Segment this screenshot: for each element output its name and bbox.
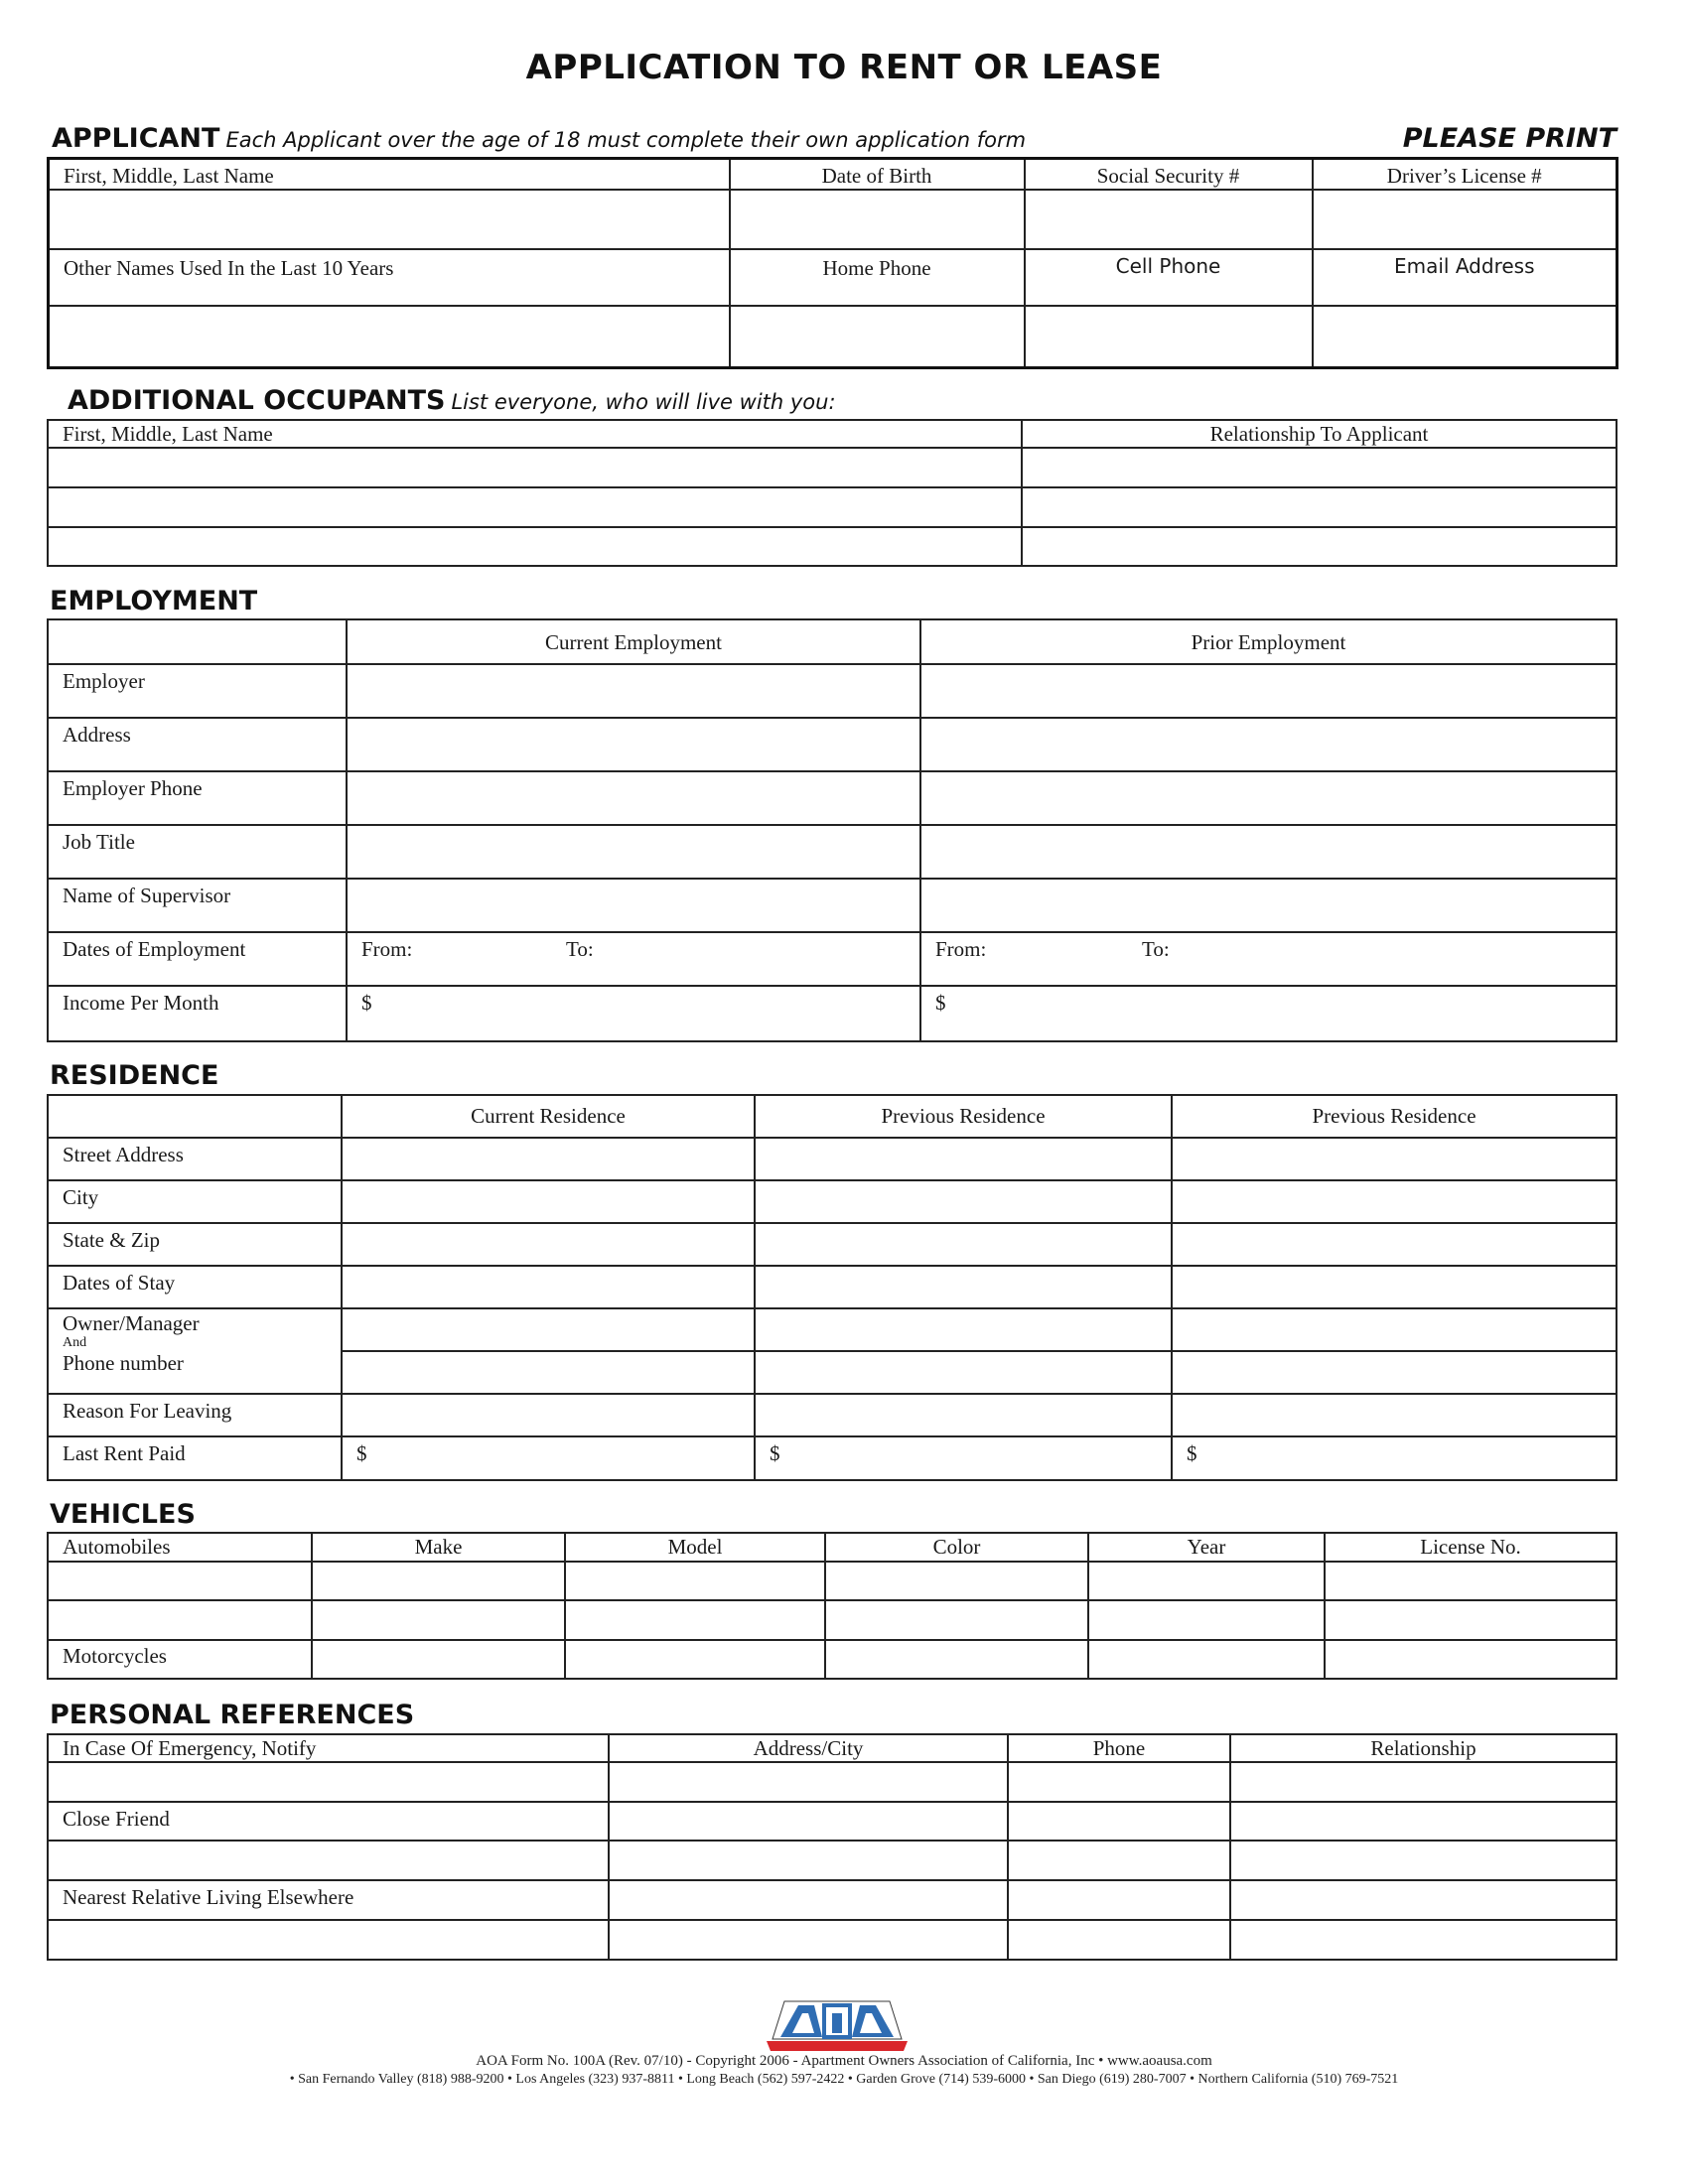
prior-income-field[interactable] xyxy=(920,986,1617,1041)
relative-address-field-2[interactable] xyxy=(609,1920,1008,1960)
employment-corner-cell xyxy=(48,619,347,664)
footer-copyright: AOA Form No. 100A (Rev. 07/10) - Copyright 2006 - Apartment Owners Association of California, Inc • www.aoausa.com xyxy=(476,2053,1212,2069)
prev2-owner-manager-field[interactable] xyxy=(1172,1308,1617,1351)
prev2-reason-field[interactable] xyxy=(1172,1394,1617,1436)
current-city-field[interactable] xyxy=(342,1180,755,1223)
relative-address-field[interactable] xyxy=(609,1880,1008,1920)
label-relationship: Relationship xyxy=(1230,1734,1617,1762)
vehicles-table xyxy=(47,1532,1618,1680)
full-name-field[interactable] xyxy=(49,190,730,249)
aoa-logo-icon xyxy=(763,1993,912,2051)
current-owner-phone-field[interactable] xyxy=(342,1351,755,1394)
label-occupant-name: First, Middle, Last Name xyxy=(48,420,1022,448)
prev2-state-zip-field[interactable] xyxy=(1172,1223,1617,1266)
drivers-license-field[interactable] xyxy=(1313,190,1618,249)
current-street-field[interactable] xyxy=(342,1138,755,1180)
label-color: Color xyxy=(825,1533,1088,1562)
occupants-heading xyxy=(68,385,836,416)
aoa-logo xyxy=(763,1993,912,2051)
current-supervisor-field[interactable] xyxy=(347,879,920,932)
label-date-of-birth: Date of Birth xyxy=(730,159,1025,191)
label-motorcycles: Motorcycles xyxy=(48,1640,312,1679)
label-cell-phone: Cell Phone xyxy=(1025,249,1313,306)
emergency-phone-field[interactable] xyxy=(1008,1762,1230,1802)
prev2-dates-of-stay-field[interactable] xyxy=(1172,1266,1617,1308)
date-of-birth-field[interactable] xyxy=(730,190,1025,249)
auto-1-year-field[interactable] xyxy=(1088,1562,1325,1600)
label-nearest-relative: Nearest Relative Living Elsewhere xyxy=(48,1880,609,1920)
auto-2-field[interactable] xyxy=(48,1600,312,1640)
references-heading: PERSONAL REFERENCES xyxy=(50,1700,415,1730)
label-license-no: License No. xyxy=(1325,1533,1617,1562)
current-employer-address-field[interactable] xyxy=(347,718,920,771)
label-automobiles: Automobiles xyxy=(48,1533,312,1562)
occupant-name-field[interactable] xyxy=(48,487,1022,527)
friend-address-field[interactable] xyxy=(609,1802,1008,1841)
label-current-employment: Current Employment xyxy=(347,619,920,664)
prev2-rent-field[interactable] xyxy=(1172,1436,1617,1480)
auto-2-year-field[interactable] xyxy=(1088,1600,1325,1640)
employment-heading: EMPLOYMENT xyxy=(50,586,258,616)
dollar-sign: $ xyxy=(935,991,946,1015)
prev1-city-field[interactable] xyxy=(755,1180,1172,1223)
label-dates-of-employment: Dates of Employment xyxy=(48,932,347,986)
emergency-name-field[interactable] xyxy=(48,1762,609,1802)
label-previous-residence-1: Previous Residence xyxy=(755,1095,1172,1138)
prior-employer-phone-field[interactable] xyxy=(920,771,1617,825)
dollar-sign: $ xyxy=(770,1441,780,1465)
current-dates-of-stay-field[interactable] xyxy=(342,1266,755,1308)
prev1-owner-phone-field[interactable] xyxy=(755,1351,1172,1394)
applicant-table xyxy=(47,157,1618,369)
label-state-zip: State & Zip xyxy=(48,1223,342,1266)
prev1-state-zip-field[interactable] xyxy=(755,1223,1172,1266)
label-job-title: Job Title xyxy=(48,825,347,879)
relative-name-field[interactable] xyxy=(48,1920,609,1960)
prior-supervisor-field[interactable] xyxy=(920,879,1617,932)
label-owner-manager-phone xyxy=(48,1308,342,1394)
other-names-field[interactable] xyxy=(49,306,730,367)
occupant-name-field[interactable] xyxy=(48,527,1022,566)
prev1-rent-field[interactable] xyxy=(755,1436,1172,1480)
friend-address-field-2[interactable] xyxy=(609,1841,1008,1880)
label-other-names: Other Names Used In the Last 10 Years xyxy=(49,249,730,306)
label-employer: Employer xyxy=(48,664,347,718)
current-employer-phone-field[interactable] xyxy=(347,771,920,825)
friend-name-field[interactable] xyxy=(48,1841,609,1880)
label-reason-for-leaving: Reason For Leaving xyxy=(48,1394,342,1436)
auto-2-make-field[interactable] xyxy=(312,1600,565,1640)
current-income-field[interactable] xyxy=(347,986,920,1041)
label-prior-employment: Prior Employment xyxy=(920,619,1617,664)
label-owner-manager: Owner/Manager xyxy=(63,1311,200,1335)
ssn-field[interactable] xyxy=(1025,190,1313,249)
prev1-reason-field[interactable] xyxy=(755,1394,1172,1436)
residence-heading: RESIDENCE xyxy=(50,1060,219,1091)
prev2-owner-phone-field[interactable] xyxy=(1172,1351,1617,1394)
friend-phone-field-2[interactable] xyxy=(1008,1841,1230,1880)
home-phone-field[interactable] xyxy=(730,306,1025,367)
label-employer-address: Address xyxy=(48,718,347,771)
dollar-sign: $ xyxy=(361,991,372,1015)
label-and: And xyxy=(63,1335,87,1350)
dollar-sign: $ xyxy=(356,1441,367,1465)
applicant-subheading: Each Applicant over the age of 18 must complete their own application form xyxy=(225,128,1027,152)
motorcycle-year-field[interactable] xyxy=(1088,1640,1325,1679)
label-dates-of-stay: Dates of Stay xyxy=(48,1266,342,1308)
footer-offices: • San Fernando Valley (818) 988-9200 • Los Angeles (323) 937-8811 • Long Beach (562) 597-2422 • Garden Grove (714) 539-6000 • San Diego (619) 280-7007 • Northern California (510) 769-7521 xyxy=(289,2072,1399,2087)
emergency-relationship-field[interactable] xyxy=(1230,1762,1617,1802)
auto-1-license-field[interactable] xyxy=(1325,1562,1617,1600)
prev1-dates-of-stay-field[interactable] xyxy=(755,1266,1172,1308)
label-ssn: Social Security # xyxy=(1025,159,1313,191)
current-rent-field[interactable] xyxy=(342,1436,755,1480)
occupant-relationship-field[interactable] xyxy=(1022,487,1617,527)
auto-2-license-field[interactable] xyxy=(1325,1600,1617,1640)
label-model: Model xyxy=(565,1533,825,1562)
motorcycle-model-field[interactable] xyxy=(565,1640,825,1679)
label-full-name: First, Middle, Last Name xyxy=(49,159,730,191)
label-city: City xyxy=(48,1180,342,1223)
occupants-table xyxy=(47,419,1618,567)
friend-relationship-field-2[interactable] xyxy=(1230,1841,1617,1880)
employment-table xyxy=(47,618,1618,1042)
label-phone-number: Phone number xyxy=(63,1351,184,1375)
applicant-heading-text: APPLICANT xyxy=(52,123,220,154)
residence-corner-cell xyxy=(48,1095,342,1138)
label-current-residence: Current Residence xyxy=(342,1095,755,1138)
prev1-owner-manager-field[interactable] xyxy=(755,1308,1172,1351)
occupant-relationship-field[interactable] xyxy=(1022,527,1617,566)
prior-dates-field[interactable] xyxy=(920,932,1617,986)
label-email: Email Address xyxy=(1313,249,1618,306)
occupant-name-field[interactable] xyxy=(48,448,1022,487)
relative-relationship-field[interactable] xyxy=(1230,1880,1617,1920)
occupants-subheading: List everyone, who will live with you: xyxy=(451,390,836,414)
auto-1-field[interactable] xyxy=(48,1562,312,1600)
current-dates-field[interactable] xyxy=(347,932,920,986)
emergency-address-field[interactable] xyxy=(609,1762,1008,1802)
label-last-rent-paid: Last Rent Paid xyxy=(48,1436,342,1480)
motorcycle-license-field[interactable] xyxy=(1325,1640,1617,1679)
applicant-heading xyxy=(52,123,1026,154)
label-occupant-relationship: Relationship To Applicant xyxy=(1022,420,1617,448)
label-year: Year xyxy=(1088,1533,1325,1562)
label-home-phone: Home Phone xyxy=(730,249,1025,306)
label-phone: Phone xyxy=(1008,1734,1230,1762)
occupant-relationship-field[interactable] xyxy=(1022,448,1617,487)
occupants-heading-text: ADDITIONAL OCCUPANTS xyxy=(68,385,446,416)
prior-from-label: From: xyxy=(935,937,987,961)
label-previous-residence-2: Previous Residence xyxy=(1172,1095,1617,1138)
current-owner-manager-field[interactable] xyxy=(342,1308,755,1351)
prior-job-title-field[interactable] xyxy=(920,825,1617,879)
relative-phone-field-2[interactable] xyxy=(1008,1920,1230,1960)
dollar-sign: $ xyxy=(1187,1441,1197,1465)
auto-2-color-field[interactable] xyxy=(825,1600,1088,1640)
label-address-city: Address/City xyxy=(609,1734,1008,1762)
prior-to-label: To: xyxy=(1142,937,1170,961)
auto-2-model-field[interactable] xyxy=(565,1600,825,1640)
relative-phone-field[interactable] xyxy=(1008,1880,1230,1920)
email-field[interactable] xyxy=(1313,306,1618,367)
friend-phone-field[interactable] xyxy=(1008,1802,1230,1841)
prior-employer-field[interactable] xyxy=(920,664,1617,718)
prev2-city-field[interactable] xyxy=(1172,1180,1617,1223)
references-table xyxy=(47,1733,1618,1961)
current-employer-field[interactable] xyxy=(347,664,920,718)
current-to-label: To: xyxy=(566,937,594,961)
current-reason-field[interactable] xyxy=(342,1394,755,1436)
prior-employer-address-field[interactable] xyxy=(920,718,1617,771)
label-emergency-contact: In Case Of Emergency, Notify xyxy=(48,1734,609,1762)
relative-relationship-field-2[interactable] xyxy=(1230,1920,1617,1960)
current-job-title-field[interactable] xyxy=(347,825,920,879)
current-from-label: From: xyxy=(361,937,413,961)
label-income-per-month: Income Per Month xyxy=(48,986,347,1041)
vehicles-heading: VEHICLES xyxy=(50,1499,196,1530)
cell-phone-field[interactable] xyxy=(1025,306,1313,367)
motorcycle-make-field[interactable] xyxy=(312,1640,565,1679)
friend-relationship-field[interactable] xyxy=(1230,1802,1617,1841)
label-supervisor: Name of Supervisor xyxy=(48,879,347,932)
motorcycle-color-field[interactable] xyxy=(825,1640,1088,1679)
label-drivers-license: Driver’s License # xyxy=(1313,159,1618,191)
residence-table xyxy=(47,1094,1618,1481)
prev1-street-field[interactable] xyxy=(755,1138,1172,1180)
label-employer-phone: Employer Phone xyxy=(48,771,347,825)
label-street-address: Street Address xyxy=(48,1138,342,1180)
auto-1-model-field[interactable] xyxy=(565,1562,825,1600)
current-state-zip-field[interactable] xyxy=(342,1223,755,1266)
auto-1-color-field[interactable] xyxy=(825,1562,1088,1600)
label-close-friend: Close Friend xyxy=(48,1802,609,1841)
auto-1-make-field[interactable] xyxy=(312,1562,565,1600)
please-print-note: PLEASE PRINT xyxy=(1402,123,1617,154)
label-make: Make xyxy=(312,1533,565,1562)
prev2-street-field[interactable] xyxy=(1172,1138,1617,1180)
page-title: APPLICATION TO RENT OR LEASE xyxy=(525,48,1163,87)
